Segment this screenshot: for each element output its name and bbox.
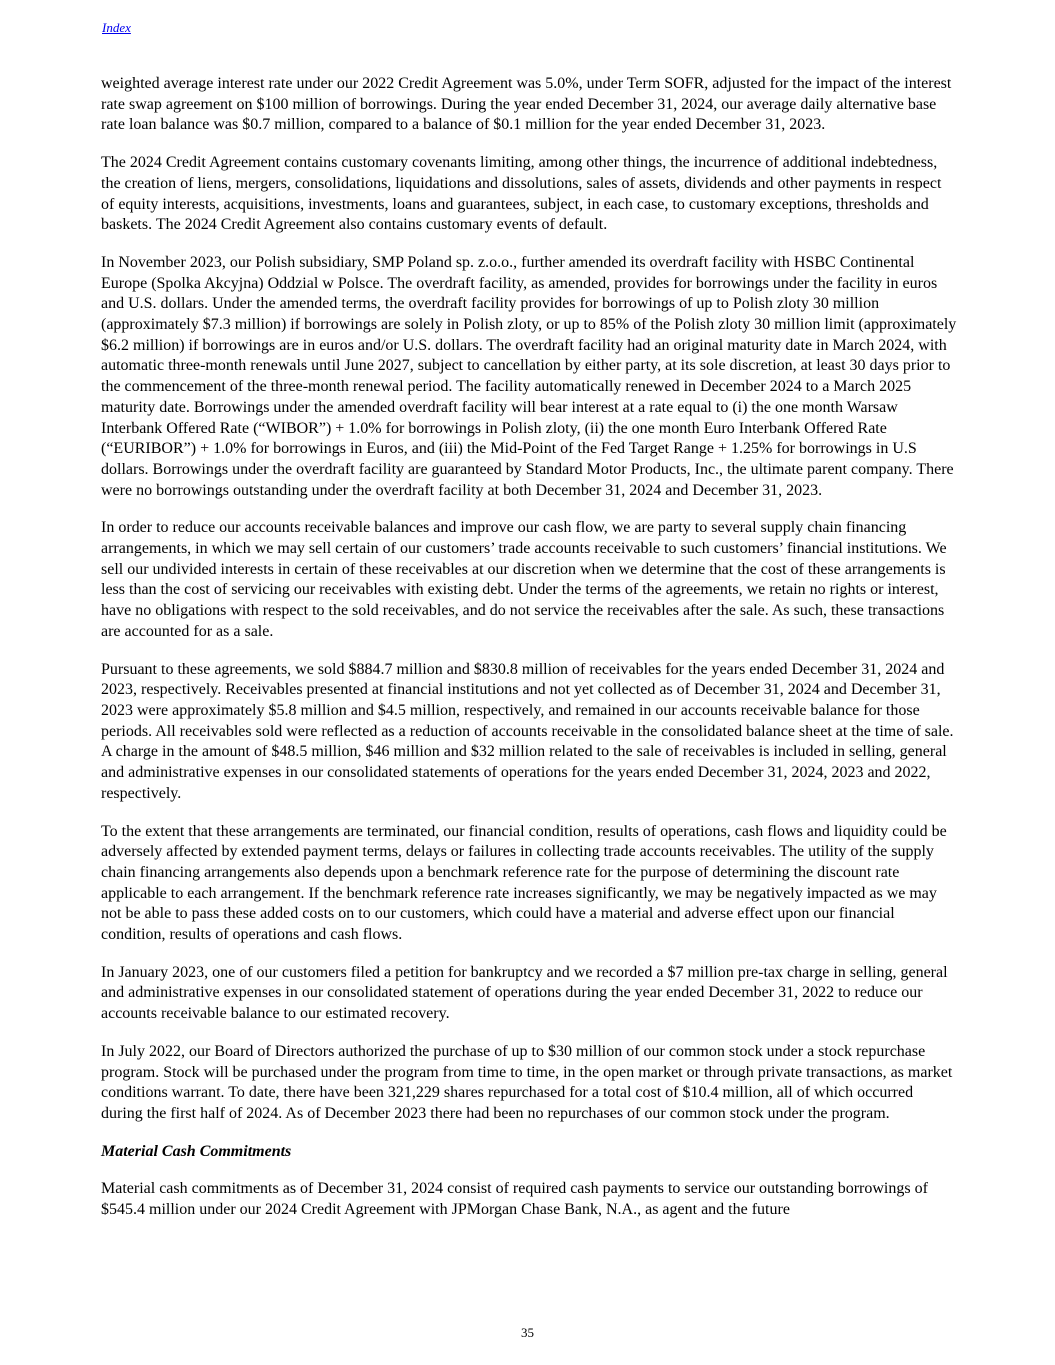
page-number: 35 [521,1325,534,1340]
paragraph-supply-chain-financing: In order to reduce our accounts receivable balances and improve our cash flow, we are party to several supply chain financing arrangements, in which we may sell certain of our customers’ trade accounts receivable to such customers’ financial institutions. We sell our undivided interests in certain of these receivables at our discretion when we determine that the cost of these arrangements is less than the cost of servicing our receivables with existing debt. Under the terms of the agreements, we retain no rights or interest, have no obligations with respect to the sold receivables, and do not service the receivables after the sale. As such, these transactions are accounted for as a sale. [101,519,947,640]
document-body [101,74,957,1238]
paragraph-customer-bankruptcy: In January 2023, one of our customers filed a petition for bankruptcy and we recorded a $7 million pre-tax charge in selling, general and administrative expenses in our consolidated statement of operations during the year ended December 31, 2022 to reduce our accounts receivable balance to our estimated recovery. [101,963,948,1023]
section-heading-material-cash-commitments: Material Cash Commitments [101,1142,292,1160]
paragraph-covenants: The 2024 Credit Agreement contains customary covenants limiting, among other things, the incurrence of additional indebtedness, the creation of liens, mergers, consolidations, liquidations and dissolutions, sales of assets, dividends and other payments in respect of equity interests, acquisitions, investments, loans and guarantees, subject, in each case, to customary exceptions, thresholds and baskets. The 2024 Credit Agreement also contains customary events of default. [101,154,942,234]
paragraph-stock-repurchase: In July 2022, our Board of Directors authorized the purchase of up to $30 million of our common stock under a stock repurchase program. Stock will be purchased under the program from time to time, in the open market or through private transactions, as market conditions warrant. To date, there have been 321,229 shares repurchased for a total cost of $10.4 million, all of which occurred during the first half of 2024. As of December 2023 there had been no repurchases of our common stock under the program. [101,1042,953,1122]
index-link[interactable]: Index [102,20,131,35]
paragraph-receivables-sold: Pursuant to these agreements, we sold $884.7 million and $830.8 million of receivables for the years ended December 31, 2024 and 2023, respectively. Receivables presented at financial institutions and not yet collected as of December 31, 2024 and December 31, 2023 were approximately $5.8 million and $4.5 million, respectively, and remained in our accounts receivable balance for those periods. All receivables sold were reflected as a reduction of accounts receivable in the consolidated balance sheet at the time of sale. A charge in the amount of $48.5 million, $46 million and $32 million related to the sale of receivables is included in selling, general and administrative expenses in our consolidated statements of operations for the years ended December 31, 2024, 2023 and 2022, respectively. [101,660,954,802]
paragraph-interest-rate: weighted average interest rate under our 2022 Credit Agreement was 5.0%, under Term SOFR, adjusted for the impact of the interest rate swap agreement on $100 million of borrowings. During the year ended December 31, 2024, our average daily alternative base rate loan balance was $0.7 million, compared to a balance of $0.1 million for the year ended December 31, 2023. [101,75,952,134]
paragraph-overdraft-facility: In November 2023, our Polish subsidiary, SMP Poland sp. z.o.o., further amended its overdraft facility with HSBC Continental Europe (Spolka Akcyjna) Oddzial w Polsce. The overdraft facility, as amended, provides for borrowings under the facility in euros and U.S. dollars. Under the amended terms, the overdraft facility provides for borrowings of up to Polish zloty 30 million (approximately $7.3 million) if borrowings are solely in Polish zloty, or up to 85% of the Polish zloty 30 million limit (approximately $6.2 million) if borrowings are in euros and/or U.S. dollars. The overdraft facility had an original maturity date in March 2024, with automatic three-month renewals until June 2027, subject to cancellation by either party, at its sole discretion, at least 30 days prior to the commencement of the three-month renewal period. The facility automatically renewed in December 2024 to a March 2025 maturity date. Borrowings under the amended overdraft facility will bear interest at a rate equal to (i) the one month Warsaw Interbank Offered Rate (“WIBOR”) + 1.0% for borrowings in Polish zloty, (ii) the one month Euro Interbank Offered Rate (“EURIBOR”) + 1.0% for borrowings in Euros, and (iii) the Mid-Point of the Fed Target Range + 1.25% for borrowings in U.S dollars. Borrowings under the overdraft facility are guaranteed by Standard Motor Products, Inc., the ultimate parent company. There were no borrowings outstanding under the overdraft facility at both December 31, 2024 and December 31, 2023. [101,253,957,499]
paragraph-arrangement-risks: To the extent that these arrangements are terminated, our financial condition, results of operations, cash flows and liquidity could be adversely affected by extended payment terms, delays or failures in collecting trade accounts receivables. The utility of the supply chain financing arrangements also depends upon a benchmark reference rate for the purpose of determining the discount rate applicable to each arrangement. If the benchmark reference rate increases significantly, we may be negatively impacted as we may not be able to pass these added costs on to our customers, which could have a material and adverse effect upon our financial condition, results of operations and cash flows. [101,822,947,944]
paragraph-material-cash-commitments: Material cash commitments as of December 31, 2024 consist of required cash payments to service our outstanding borrowings of $545.4 million under our 2024 Credit Agreement with JPMorgan Chase Bank, N.A., as agent and the future [101,1180,928,1219]
